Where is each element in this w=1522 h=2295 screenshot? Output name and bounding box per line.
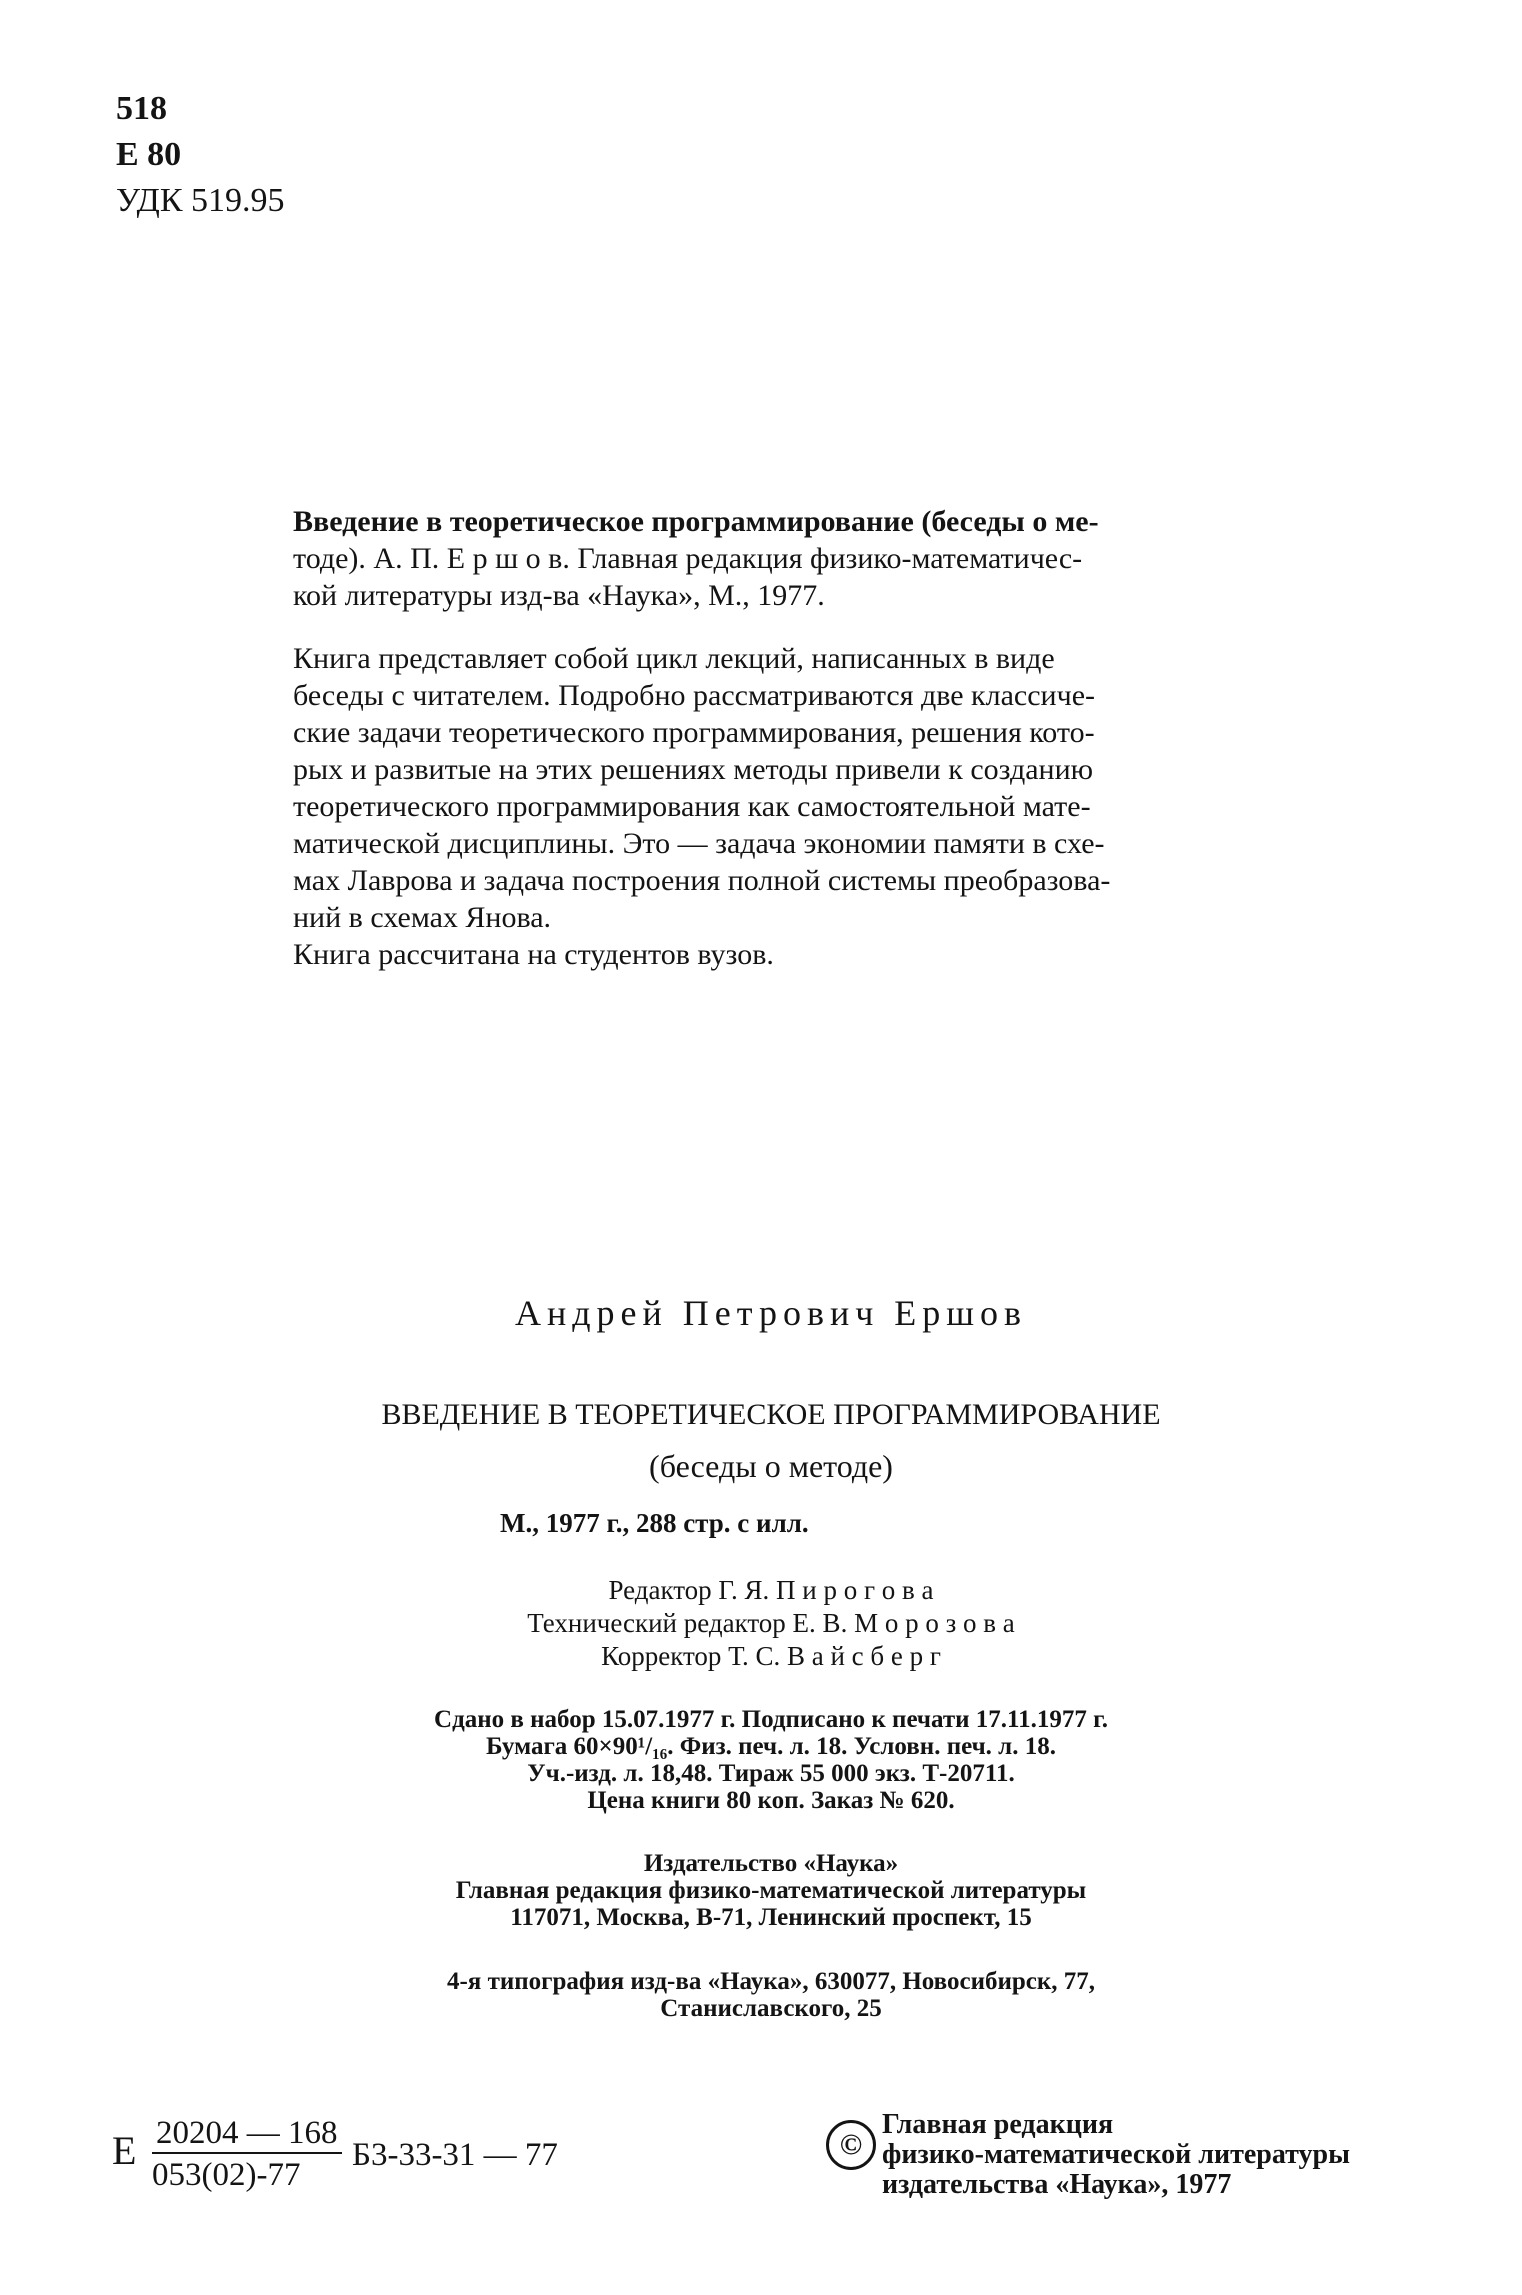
book-subtitle: (беседы о методе) (649, 1448, 893, 1484)
abstract-line: теоретического программирования как самостоятельной мате- (293, 790, 1091, 823)
catalog-suffix: Б3-33-31 — 77 (352, 2137, 558, 2173)
code-line: Е 80 (116, 136, 182, 173)
staff-line: Корректор Т. С. В а й с б е р г (601, 1641, 941, 1671)
annotation (293, 503, 1343, 973)
print-line: Бумага 60×90¹/₁₆. Физ. печ. л. 18. Условн. печ. л. 18. (486, 1733, 1056, 1760)
catalog-letter: Е (112, 2128, 137, 2173)
printer-line: 4-я типография изд-ва «Наука», 630077, Новосибирск, 77, (446, 1968, 1096, 1995)
print-line: Уч.-изд. л. 18,48. Тираж 55 000 экз. Т-20711. (527, 1760, 1015, 1787)
abstract-line: рых и развитые на этих решениях методы привели к созданию (293, 753, 1094, 786)
catalog-numerator: 20204 — 168 (152, 2114, 342, 2154)
bib-line: тоде). А. П. Е р ш о в. Главная редакция физико-математичес- (293, 542, 1083, 575)
staff-line: Технический редактор Е. В. М о р о з о в а (527, 1608, 1015, 1638)
bib-line: кой литературы изд-ва «Наука», М., 1977. (293, 579, 825, 612)
publisher-line: Главная редакция физико-математической литературы (455, 1877, 1087, 1904)
abstract (293, 640, 1343, 973)
bibliographic-entry (293, 503, 1343, 614)
print-details (0, 1706, 1522, 1814)
editorial-staff (0, 1574, 1522, 1673)
audience-note: Книга рассчитана на студентов вузов. (293, 938, 774, 971)
publisher-info (0, 1850, 1522, 1931)
print-line: Цена книги 80 коп. Заказ № 620. (587, 1787, 955, 1814)
abstract-line: Книга представляет собой цикл лекций, написанных в виде (293, 642, 1055, 675)
abstract-line: матической дисциплины. Это — задача экономии памяти в схе- (293, 827, 1105, 860)
classification-codes (116, 86, 285, 224)
abstract-line: ские задачи теоретического программирования, решения кото- (293, 716, 1095, 749)
book-title: ВВЕДЕНИЕ В ТЕОРЕТИЧЕСКОЕ ПРОГРАММИРОВАНИЕ (381, 1398, 1161, 1431)
staff-line: Редактор Г. Я. П и р о г о в а (608, 1575, 934, 1605)
publisher-line: Издательство «Наука» (643, 1850, 899, 1877)
publisher-line: 117071, Москва, В-71, Ленинский проспект, 15 (510, 1904, 1032, 1931)
print-line: Сдано в набор 15.07.1977 г. Подписано к печати 17.11.1977 г. (434, 1706, 1108, 1733)
abstract-line: ний в схемах Янова. (293, 901, 552, 934)
bib-line: Введение в теоретическое программирование (беседы о ме- (293, 505, 1099, 538)
code-line: УДК 519.95 (116, 182, 285, 219)
code-line: 518 (116, 90, 167, 127)
copyright-line: физико-математической литературы (882, 2139, 1350, 2170)
edition-info: М., 1977 г., 288 стр. с илл. (500, 1508, 809, 1538)
copyright-line: Главная редакция (882, 2109, 1114, 2140)
copyright-icon: © (826, 2120, 876, 2170)
catalog-denominator: 053(02)-77 (152, 2157, 301, 2193)
copyright-line: издательства «Наука», 1977 (882, 2169, 1232, 2200)
printer-info (0, 1968, 1522, 2022)
catalog-code (112, 2114, 592, 2194)
author-name: Андрей Петрович Ершов (514, 1293, 1028, 1333)
copyright-notice (882, 2110, 1350, 2200)
printer-line: Станиславского, 25 (660, 1995, 882, 2022)
abstract-line: мах Лаврова и задача построения полной системы преобразова- (293, 864, 1111, 897)
abstract-line: беседы с читателем. Подробно рассматриваются две классиче- (293, 679, 1096, 712)
